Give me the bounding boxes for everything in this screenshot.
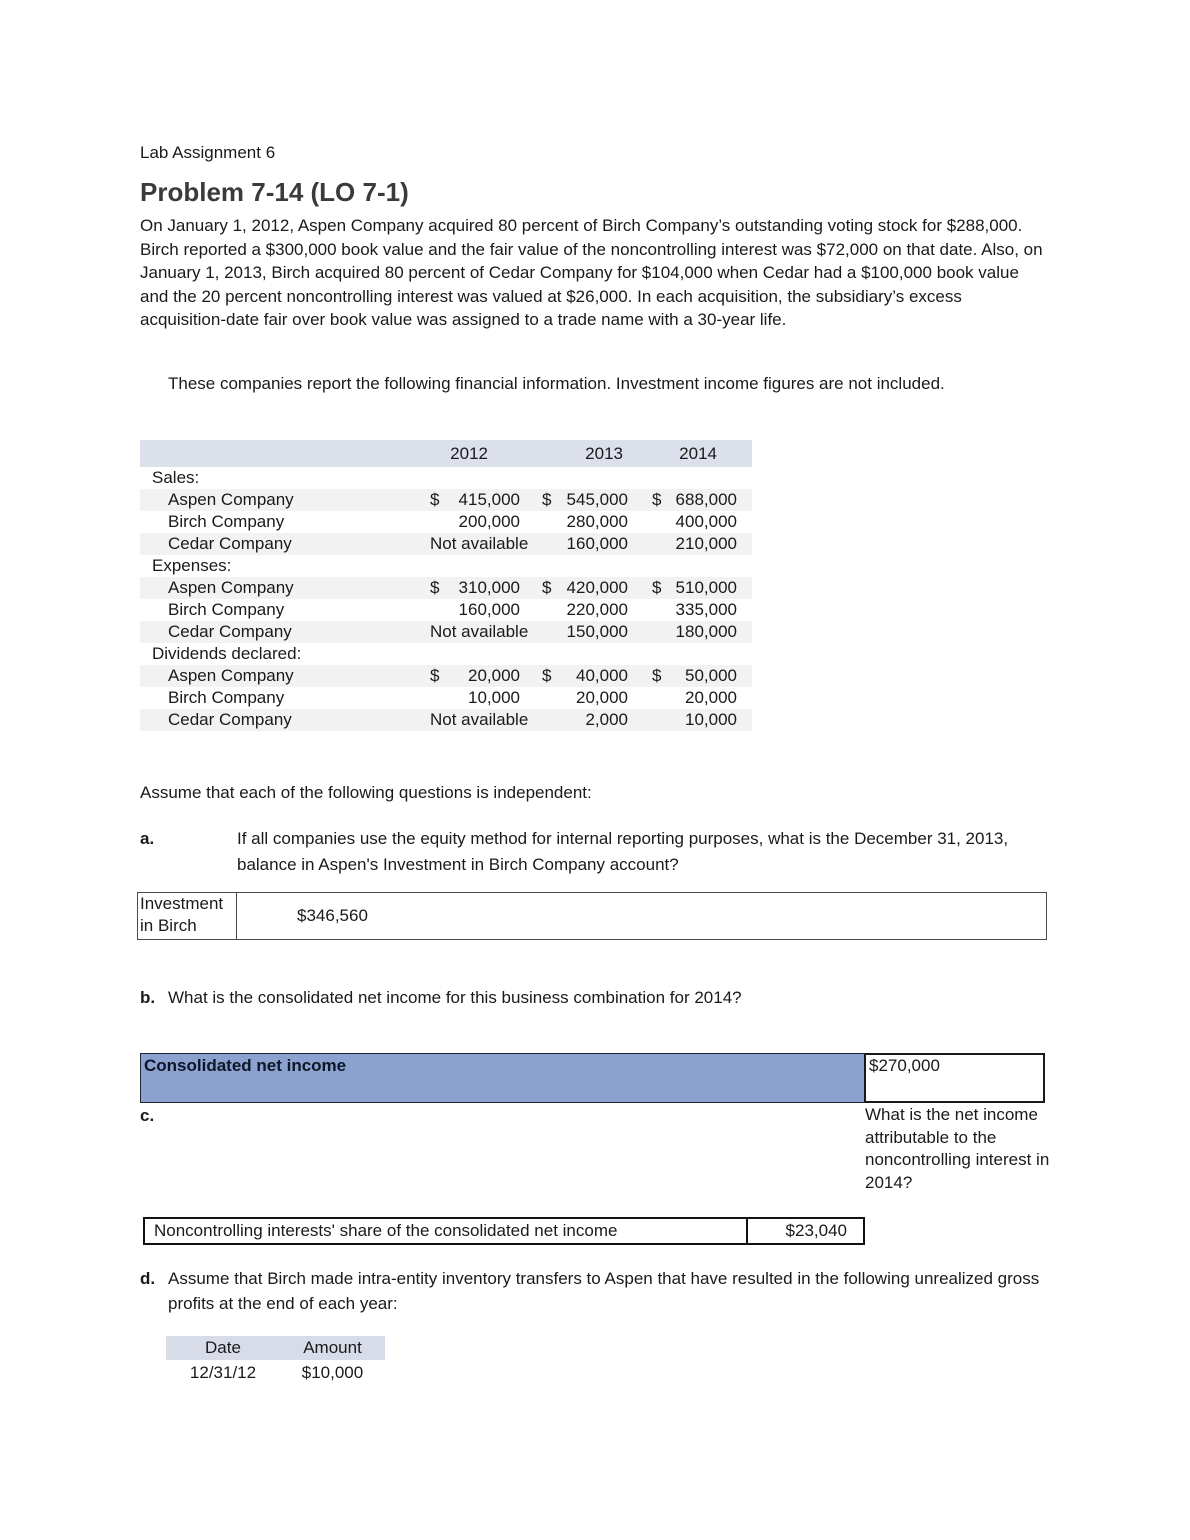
cell-2012: 200,000 (458, 512, 520, 531)
question-d-label: d. (140, 1269, 156, 1288)
lab-assignment-header: Lab Assignment 6 (140, 143, 276, 162)
investment-answer-value[interactable]: $346,560 (297, 906, 368, 925)
cell-2014: 335,000 (675, 600, 737, 619)
cell-2014: $ 510,000 (652, 578, 737, 597)
table-row-expenses-section (140, 555, 752, 577)
cell-2013: 150,000 (566, 622, 628, 641)
transfer-date: 12/31/12 (189, 1363, 257, 1382)
transfers-table (166, 1336, 385, 1385)
transfers-table-row (166, 1360, 385, 1385)
cell-2014: 20,000 (685, 688, 737, 707)
cell-2012: $ 20,000 (430, 666, 520, 685)
row-label: Cedar Company (168, 622, 292, 641)
cell-2013: 20,000 (576, 688, 628, 707)
consolidated-net-income-row (140, 1053, 1045, 1103)
question-b-label: b. (140, 988, 156, 1007)
report-note-paragraph: These companies report the following financial information. Investment income figures are not included. (168, 374, 945, 393)
transfers-table-header (166, 1336, 385, 1360)
question-d (140, 1266, 1040, 1316)
cell-2012: 160,000 (458, 600, 520, 619)
row-label: Cedar Company (168, 710, 292, 729)
cell-2014: 400,000 (675, 512, 737, 531)
cell-2013: 2,000 (585, 710, 628, 729)
noncontrolling-answer-value[interactable]: $23,040 (785, 1221, 847, 1240)
table-row-sales-aspen (140, 489, 752, 511)
table-row-dividends-aspen (140, 665, 752, 687)
table-row-expenses-cedar (140, 621, 752, 643)
question-a (140, 826, 1050, 877)
problem-intro-paragraph: On January 1, 2012, Aspen Company acquired 80 percent of Birch Company’s outstanding voting stock for $288,000. Birch reported a $300,000 book value and the fair value of the noncontrolling interest was $72,000 on that date. Also, on January 1, 2013, Birch acquired 80 percent of Cedar Company for $104,000 when Cedar had a $100,000 book value and the 20 percent noncontrolling interest was valued at $26,000. In each acquisition, the subsidiary’s excess acquisition-date fair over book value was assigned to a trade name with a 30-year life. (140, 216, 1043, 329)
question-a-label: a. (140, 829, 155, 848)
table-row-dividends-birch (140, 687, 752, 709)
cell-2014: 180,000 (675, 622, 737, 641)
table-row-sales-section (140, 467, 752, 489)
financial-table-body (140, 467, 752, 731)
cell-2013: 280,000 (566, 512, 628, 531)
cell-2012: Not available (430, 534, 529, 553)
consolidated-net-income-value[interactable]: $270,000 (864, 1053, 1045, 1103)
financial-table-header-row (140, 440, 752, 467)
table-row-expenses-aspen (140, 577, 752, 599)
cell-2014: $ 50,000 (652, 666, 737, 685)
question-c-label: c. (140, 1106, 155, 1125)
transfer-amount: $10,000 (301, 1363, 364, 1382)
row-label: Aspen Company (168, 578, 294, 597)
row-label: Cedar Company (168, 534, 292, 553)
table-row-dividends-cedar (140, 709, 752, 731)
cell-2013: 160,000 (566, 534, 628, 553)
row-label: Dividends declared: (152, 644, 302, 663)
table-row-expenses-birch (140, 599, 752, 621)
question-d-text: Assume that Birch made intra-entity inventory transfers to Aspen that have resulted in the following unrealized gross profits at the end of each year: (168, 1269, 1040, 1313)
assume-independence-note: Assume that each of the following questions is independent: (140, 783, 592, 802)
row-label: Aspen Company (168, 490, 294, 509)
cell-2012: $ 310,000 (430, 578, 520, 597)
year-header-2014: 2014 (679, 444, 717, 463)
row-label: Birch Company (168, 688, 285, 707)
row-label: Aspen Company (168, 666, 294, 685)
financial-table (140, 440, 752, 731)
table-row-dividends-section (140, 643, 752, 665)
cell-2013: 220,000 (566, 600, 628, 619)
year-header-2012: 2012 (450, 444, 488, 463)
row-label: Expenses: (152, 556, 232, 575)
cell-2014: 10,000 (685, 710, 737, 729)
question-b-text: What is the consolidated net income for this business combination for 2014? (168, 988, 742, 1007)
date-column-header: Date (205, 1338, 241, 1357)
noncontrolling-answer-box (143, 1217, 865, 1245)
cell-2012: Not available (430, 710, 529, 729)
table-row-sales-cedar (140, 533, 752, 555)
year-header-2013: 2013 (585, 444, 623, 463)
cell-2014: $ 688,000 (652, 490, 737, 509)
investment-answer-label: Investment in Birch (138, 893, 237, 939)
row-label: Birch Company (168, 512, 285, 531)
row-label: Sales: (152, 468, 200, 487)
noncontrolling-answer-label: Noncontrolling interests' share of the consolidated net income (145, 1219, 748, 1243)
question-b (140, 988, 1040, 1008)
cell-2014: 210,000 (675, 534, 737, 553)
question-a-text: If all companies use the equity method for internal reporting purposes, what is the December 31, 2013, balance in Aspen's Investment in Birch Company account? (237, 829, 1009, 874)
table-row-sales-birch (140, 511, 752, 533)
row-label: Birch Company (168, 600, 285, 619)
year-header-spacer (140, 440, 400, 467)
cell-2012: Not available (430, 622, 529, 641)
cell-2013: $ 420,000 (542, 578, 628, 597)
problem-title: Problem 7-14 (LO 7-1) (140, 177, 409, 207)
cell-2012: 10,000 (468, 688, 520, 707)
consolidated-net-income-label: Consolidated net income (140, 1053, 864, 1103)
cell-2012: $ 415,000 (430, 490, 520, 509)
amount-column-header: Amount (303, 1338, 362, 1357)
question-c-text: What is the net income attributable to the noncontrolling interest in 2014? (865, 1105, 1050, 1192)
investment-answer-box (137, 892, 1047, 940)
cell-2013: $ 40,000 (542, 666, 628, 685)
cell-2013: $ 545,000 (542, 490, 628, 509)
